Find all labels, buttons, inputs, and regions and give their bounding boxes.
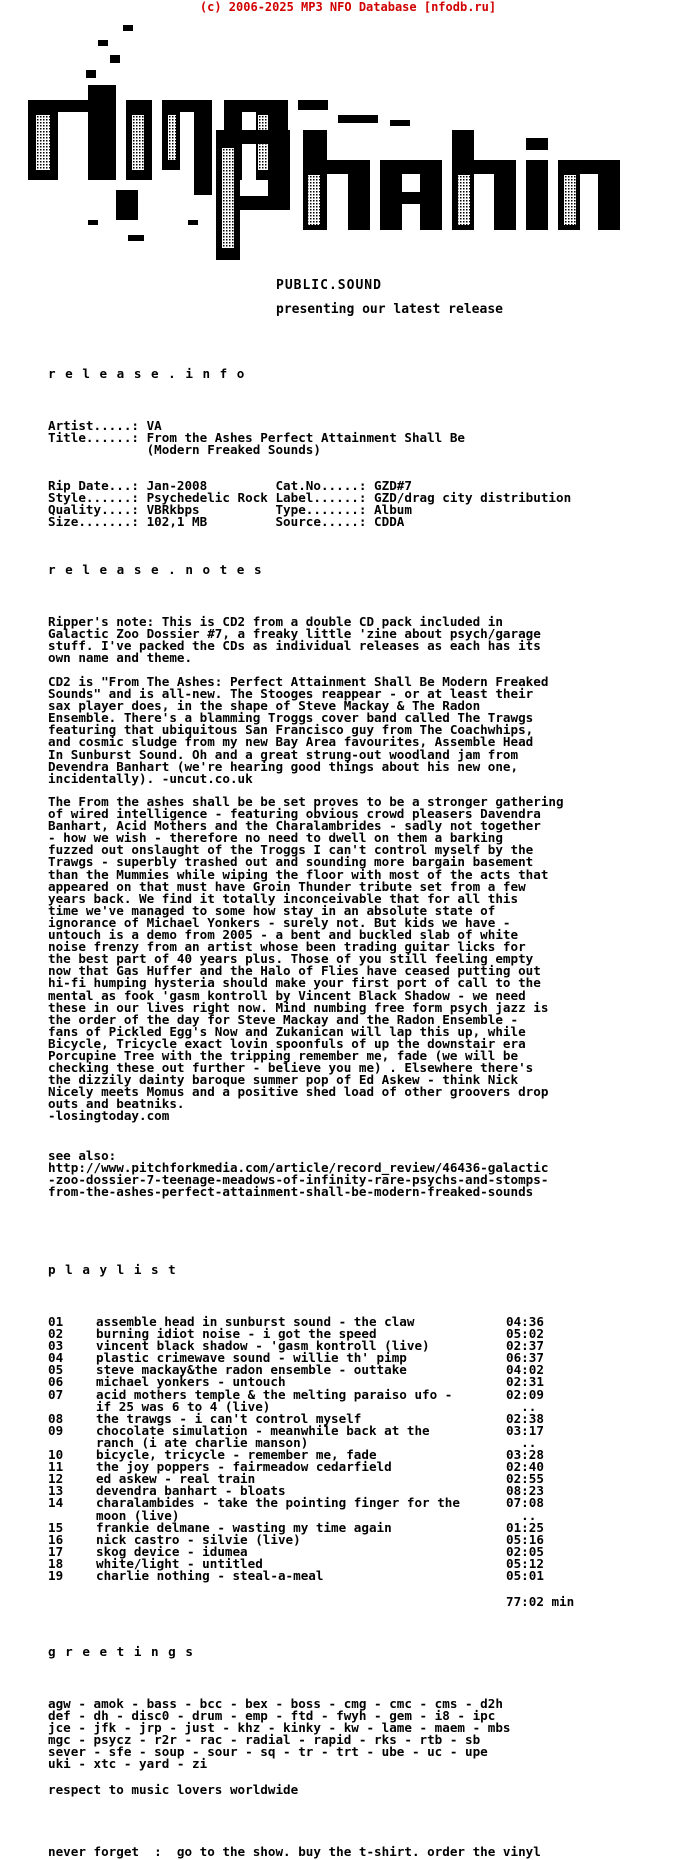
- track-title: acid mothers temple & the melting paraiso ufo - if 25 was 6 to 4 (live): [96, 1386, 453, 1414]
- track-duration: 02:55: [506, 1471, 544, 1487]
- info-row: Size.......: 102,1 MB Source.....: CDDA: [48, 514, 405, 529]
- track-title: skog device - idumea: [96, 1543, 248, 1559]
- track-title: michael yonkers - untouch: [96, 1374, 286, 1390]
- track-title: bicycle, tricycle - remember me, fade: [96, 1447, 377, 1463]
- title-line: Title......: From the Ashes Perfect Attainment Shall Be: [48, 430, 466, 445]
- track-duration: 06:37: [506, 1350, 544, 1366]
- track-number: 01: [48, 1314, 64, 1329]
- artist-line: Artist.....: VA: [48, 418, 162, 433]
- track-number: 17: [48, 1543, 64, 1559]
- nfodb-header: (c) 2006-2025 MP3 NFO Database [nfodb.ru]: [199, 0, 497, 14]
- track-title: the joy poppers - fairmeadow cedarfield: [96, 1459, 392, 1475]
- track-title: burning idiot noise - i got the speed: [96, 1326, 377, 1342]
- track-title: the trawgs - i can't control myself: [96, 1410, 362, 1426]
- info-row: Rip Date...: Jan-2008 Cat.No.....: GZD#7: [48, 478, 412, 493]
- track-row: [48, 1567, 576, 1583]
- track-title: vincent black shadow - 'gasm kontroll (live): [96, 1338, 430, 1354]
- see-also-link[interactable]: see also: http://www.pitchforkmedia.com/article/record_review/46436-galactic -zoo-dossier-7-teenage-meadows-of-infinity-rare-psychs-and-stomps- from-the-ashes-perfect-attainment-shall-be-modern-freaked-sounds: [48, 1148, 549, 1200]
- track-title: plastic crimewave sound - willie th' pimp: [96, 1350, 407, 1366]
- track-number: 15: [48, 1519, 64, 1535]
- track-title: nick castro - silvie (live): [96, 1531, 301, 1547]
- track-title: ed askew - real train: [96, 1471, 256, 1487]
- track-title: white/light - untitled: [96, 1555, 263, 1571]
- track-title: devendra banhart - bloats: [96, 1483, 286, 1499]
- track-duration: 05:02: [506, 1326, 544, 1342]
- track-duration: 02:40: [506, 1459, 544, 1475]
- track-duration: 05:01: [506, 1567, 544, 1583]
- release-info-heading: r e l e a s e . i n f o: [48, 366, 246, 381]
- track-number: 19: [48, 1567, 64, 1583]
- dignified-logo: [28, 20, 648, 270]
- track-duration: 04:36: [506, 1314, 544, 1329]
- track-duration: 07:08 ..: [506, 1495, 544, 1523]
- track-title: charalambides - take the pointing finger for the moon (live): [96, 1495, 460, 1523]
- track-number: 13: [48, 1483, 64, 1499]
- track-row: [48, 1422, 576, 1450]
- title-line-2: (Modern Freaked Sounds): [48, 442, 321, 457]
- track-duration: 04:02: [506, 1362, 544, 1378]
- track-number: 10: [48, 1447, 64, 1463]
- info-row: Quality....: VBRkbps Type.......: Album: [48, 502, 412, 517]
- greetings-list: agw - amok - bass - bcc - bex - boss - cmg - cmc - cms - d2h def - dh - disc0 - drum - emp - ftd - fwyh - gem - i8 - ipc jce - jfk - jrp - just - khz - kinky - kw - lame - maem - mbs mgc - psycz - r2r - rac - radial - rapid - rks - rtb - sb sever - sfe - soup - sour - sq - tr - trt - ube - uc - upe uki - xtc - yard - zi: [48, 1696, 511, 1772]
- track-duration: 03:28: [506, 1447, 544, 1463]
- track-title: chocolate simulation - meanwhile back at the ranch (i ate charlie manson): [96, 1422, 430, 1450]
- greetings-heading: g r e e t i n g s: [48, 1644, 194, 1659]
- presenting-line: presenting our latest release: [276, 302, 503, 317]
- track-number: 11: [48, 1459, 64, 1475]
- track-title: charlie nothing - steal-a-meal: [96, 1567, 324, 1583]
- track-duration: 03:17 ..: [506, 1422, 544, 1450]
- track-list: [48, 1316, 576, 1582]
- track-number: 06: [48, 1374, 64, 1390]
- track-duration: 02:37: [506, 1338, 544, 1354]
- public-sound-tagline: PUBLIC.SOUND: [276, 278, 382, 293]
- track-duration: 05:12: [506, 1555, 544, 1571]
- track-duration: 02:05: [506, 1543, 544, 1559]
- track-number: 18: [48, 1555, 64, 1571]
- track-number: 08: [48, 1410, 64, 1426]
- track-number: 09: [48, 1422, 64, 1438]
- track-duration: 02:09 ..: [506, 1386, 544, 1414]
- uncut-review: CD2 is "From The Ashes: Perfect Attainment Shall Be Modern Freaked Sounds" and is all-new. The Stooges reappear - or at least their sax player does, in the shape of Steve Mackay & The Radon Ensemble. There's a blamming Troggs cover band called The Trawgs featuring that ubiquitous San Francisco guy from The Coachwhips, and cosmic sludge from my new Bay Area favourites, Assemble Head In Sunburst Sound. Oh and a great strung-out woodland jam from Devendra Banhart (we're hearing good things about his new one, incidentally). -uncut.co.uk: [48, 674, 549, 786]
- track-number: 05: [48, 1362, 64, 1378]
- respect-line: respect to music lovers worldwide: [48, 1782, 299, 1797]
- rippers-note: Ripper's note: This is CD2 from a double CD pack included in Galactic Zoo Dossier #7, a freaky little 'zine about psych/garage stuff. I've packed the CDs as individual releases as each has its own name and theme.: [48, 614, 541, 666]
- track-number: 12: [48, 1471, 64, 1487]
- track-number: 02: [48, 1326, 64, 1342]
- track-number: 14: [48, 1495, 64, 1511]
- track-row: [48, 1497, 576, 1521]
- losingtoday-review: The From the ashes shall be be set proves to be a stronger gathering of wired intelligence - featuring obvious crowd pleasers Davendra Banhart, Acid Mothers and the Charalambrides - sadly not together - how we wish - therefore no need to dwell on them a barking fuzzed out onslaught of the Troggs I can't control myself by the Trawgs - superbly trashed out and sounding more bargain basement than the Mummies while wiping the floor with most of the acts that appeared on that must have Groin Thunder tribute set from a few years back. We find it totally inconceivable that for all this time we've managed to some how stay in an absolute state of ignorance of Michael Yonkers - surely not. But kids we have - untouch is a demo from 2005 - a bent and buckled slab of white noise frenzy from an artist whose been trading guitar licks for the best part of 40 years plus. Those of you still feeling empty now that Gas Huffer and the Halo of Flies have ceased putting out hi-fi humping hysteria should make your first port of call to the mental as fook 'gasm kontroll by Vincent Black Shadow - we need these in our lives right now. Mind numbing free form psych jazz is the order of the day for Steve Mackay and the Radon Ensemble - fans of Pickled Egg's Now and Zukanican will lap this up, while Bicycle, Tricycle exact lovin spoonfuls of up the downstair era Porcupine Tree with the tripping remember me, fade (we will be checking these out further - believe you me) . Elsewhere there's the dizzily dainty baroque summer pop of Ed Askew - think Nick Nicely meets Momus and a positive shed load of other groovers drop outs and beatniks. -losingtoday.com: [48, 794, 564, 1124]
- track-title: assemble head in sunburst sound - the claw: [96, 1314, 415, 1329]
- track-number: 16: [48, 1531, 64, 1547]
- track-title: frankie delmane - wasting my time again: [96, 1519, 392, 1535]
- never-forget-line: never forget : go to the show. buy the t-shirt. order the vinyl: [48, 1844, 541, 1859]
- track-title: steve mackay&the radon ensemble - outtake: [96, 1362, 407, 1378]
- playlist-heading: p l a y l i s t: [48, 1262, 177, 1277]
- track-duration: 05:16: [506, 1531, 544, 1547]
- release-notes-heading: r e l e a s e . n o t e s: [48, 562, 263, 577]
- total-time: 77:02 min: [506, 1594, 575, 1609]
- track-number: 07: [48, 1386, 64, 1402]
- track-duration: 01:25: [506, 1519, 544, 1535]
- track-duration: 08:23: [506, 1483, 544, 1499]
- track-row: [48, 1386, 576, 1414]
- track-duration: 02:31: [506, 1374, 544, 1390]
- track-number: 03: [48, 1338, 64, 1354]
- info-row: Style......: Psychedelic Rock Label......: GZD/drag city distribution: [48, 490, 572, 505]
- track-duration: 02:38: [506, 1410, 544, 1426]
- track-number: 04: [48, 1350, 64, 1366]
